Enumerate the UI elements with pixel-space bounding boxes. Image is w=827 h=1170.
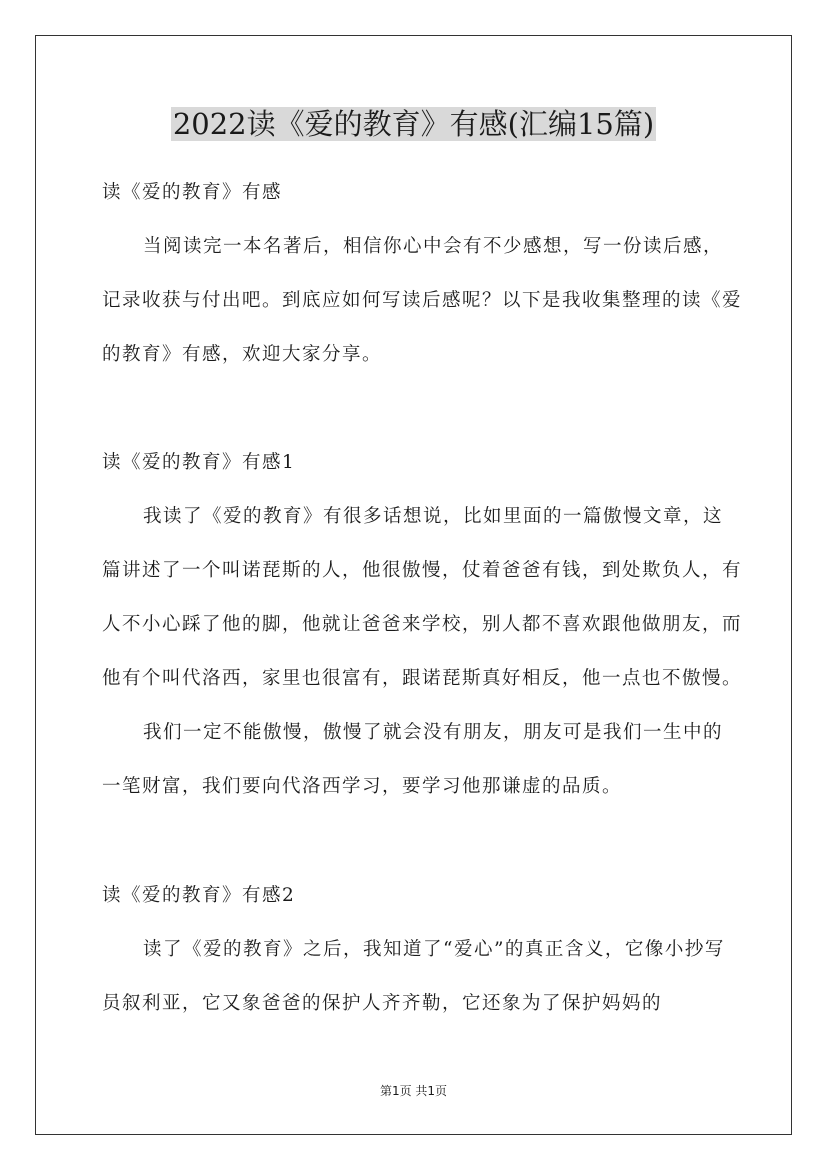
document-title-text: 2022读《爱的教育》有感(汇编15篇) [172, 107, 655, 141]
intro-heading: 读《爱的教育》有感 [102, 182, 283, 203]
section-2 [102, 869, 742, 1031]
section-2-heading: 读《爱的教育》有感2 [102, 885, 296, 906]
section-2-paragraph-1: 读了《爱的教育》之后，我知道了“爱心”的真正含义，它像小抄写员叙利亚，它又象爸爸的保护人齐齐勒，它还象为了保护妈妈的 [102, 939, 725, 1014]
document-title [0, 102, 827, 146]
section-1-paragraph-1: 我读了《爱的教育》有很多话想说，比如里面的一篇傲慢文章，这篇讲述了一个叫诺琵斯的人，他很傲慢，仗着爸爸有钱，到处欺负人，有人不小心踩了他的脚，他就让爸爸来学校，别人都不喜欢跟他做朋友，而他有个叫代洛西，家里也很富有，跟诺琵斯真好相反，他一点也不傲慢。 [102, 506, 743, 689]
section-1-heading: 读《爱的教育》有感1 [102, 452, 296, 473]
section-1 [102, 436, 742, 814]
section-1-paragraph-2: 我们一定不能傲慢，傲慢了就会没有朋友，朋友可是我们一生中的一笔财富，我们要向代洛西学习，要学习他那谦虚的品质。 [102, 722, 724, 797]
intro-block [102, 166, 742, 382]
page-footer: 第1页 共1页 [379, 1084, 448, 1098]
intro-paragraph: 当阅读完一本名著后，相信你心中会有不少感想，写一份读后感，记录收获与付出吧。到底应如何写读后感呢？以下是我收集整理的读《爱的教育》有感，欢迎大家分享。 [102, 236, 743, 365]
